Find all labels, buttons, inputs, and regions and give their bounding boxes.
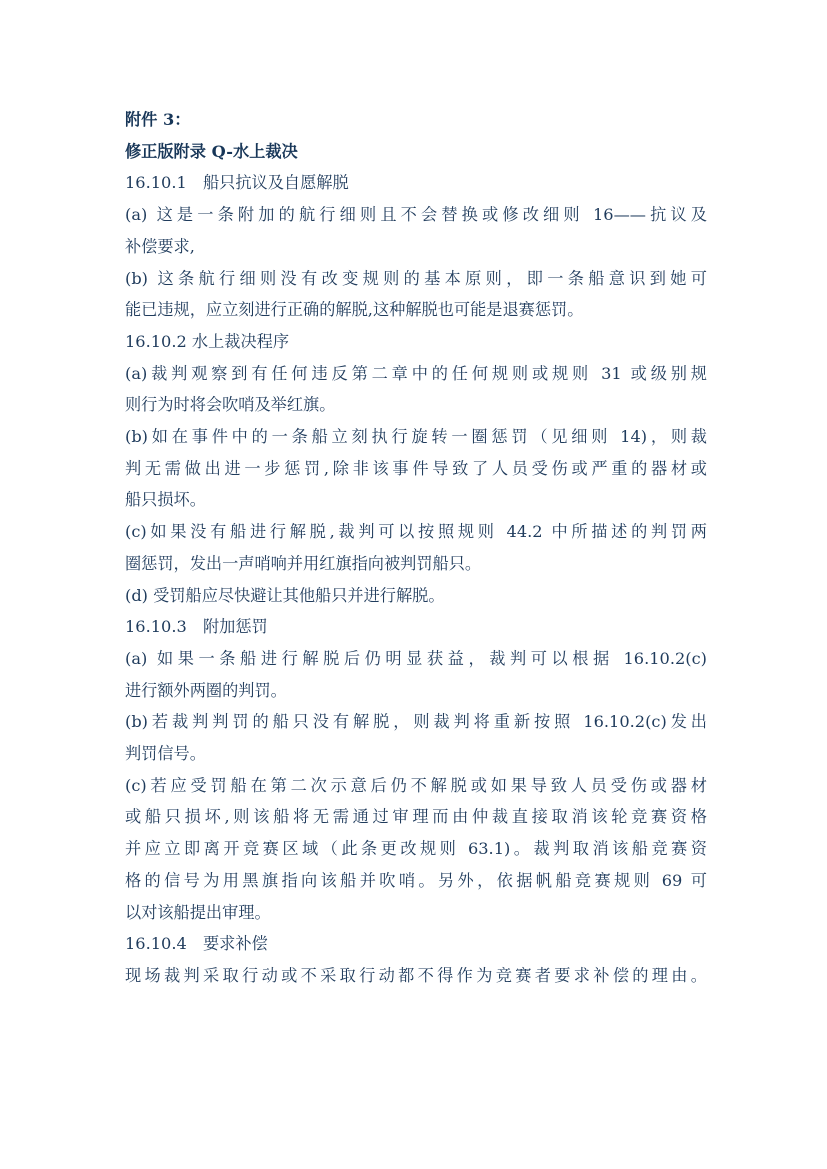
- section-heading-16-10-3: 16.10.3 附加惩罚: [125, 617, 268, 637]
- paragraph-line: 以对该船提出审理。: [125, 902, 271, 922]
- section-heading-16-10-4: 16.10.4 要求补偿: [125, 934, 268, 954]
- paragraph-line: (b)若裁判判罚的船只没有解脱，则裁判将重新按照 16.10.2(c)发出: [125, 712, 707, 732]
- section-heading-16-10-2: 16.10.2 水上裁决程序: [125, 331, 290, 351]
- paragraph-line: 补偿要求,: [125, 236, 195, 256]
- paragraph-line: (c)如果没有船进行解脱,裁判可以按照规则 44.2 中所描述的判罚两: [125, 522, 707, 542]
- paragraph-line: (c)若应受罚船在第二次示意后仍不解脱或如果导致人员受伤或器材: [125, 775, 707, 795]
- paragraph-line: (b)如在事件中的一条船立刻执行旋转一圈惩罚（见细则 14)，则裁: [125, 427, 707, 447]
- paragraph-line: 能已违规，应立刻进行正确的解脱,这种解脱也可能是退赛惩罚。: [125, 300, 584, 320]
- paragraph-line: 或船只损坏,则该船将无需通过审理而由仲裁直接取消该轮竞赛资格: [125, 807, 707, 827]
- attachment-label: 附件 3：: [125, 110, 191, 129]
- paragraph-line: (a)裁判观察到有任何违反第二章中的任何规则或规则 31 或级别规: [125, 363, 707, 383]
- document-page: [125, 104, 707, 992]
- paragraph-line: (d) 受罚船应尽快避让其他船只并进行解脱。: [125, 585, 445, 605]
- paragraph-line: 则行为时将会吹哨及举红旗。: [125, 395, 336, 415]
- paragraph-line: 并应立即离开竞赛区域（此条更改规则 63.1)。裁判取消该船竞赛资: [125, 839, 707, 859]
- paragraph-line: 船只损坏。: [125, 490, 206, 510]
- paragraph-line: 进行额外两圈的判罚。: [125, 680, 287, 700]
- paragraph-line: (b) 这条航行细则没有改变规则的基本原则，即一条船意识到她可: [125, 268, 707, 288]
- paragraph-line: 现场裁判采取行动或不采取行动都不得作为竞赛者要求补偿的理由。: [125, 965, 707, 985]
- paragraph-line: 圈惩罚，发出一声哨响并用红旗指向被判罚船只。: [125, 553, 482, 573]
- paragraph-line: 格的信号为用黑旗指向该船并吹哨。另外，依据帆船竞赛规则 69 可: [125, 870, 707, 890]
- document-title: 修正版附录 Q-水上裁决: [125, 141, 298, 161]
- paragraph-line: (a) 如果一条船进行解脱后仍明显获益，裁判可以根据 16.10.2(c): [125, 648, 707, 668]
- section-heading-16-10-1: 16.10.1 船只抗议及自愿解脱: [125, 173, 349, 193]
- paragraph-line: 判罚信号。: [125, 744, 206, 764]
- paragraph-line: 判无需做出进一步惩罚,除非该事件导致了人员受伤或严重的器材或: [125, 458, 707, 478]
- paragraph-line: (a) 这是一条附加的航行细则且不会替换或修改细则 16——抗议及: [125, 205, 707, 225]
